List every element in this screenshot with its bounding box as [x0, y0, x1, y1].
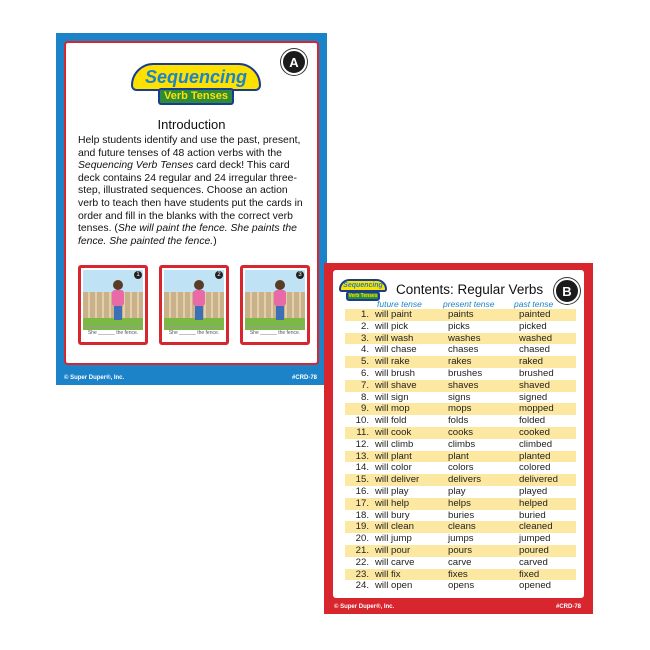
intro-text-run: Help students identify and use the past, present, and future tenses of 48 action verbs with the [78, 135, 301, 159]
present-tense: carve [448, 556, 472, 568]
copyright-text: © Super Duper®, Inc. [64, 375, 125, 381]
row-number: 22. [355, 556, 369, 568]
past-tense: painted [519, 309, 551, 320]
illustration-number: 1 [134, 271, 142, 279]
verb-row [345, 439, 576, 451]
future-tense: will shave [375, 379, 417, 391]
past-tense: helped [519, 497, 548, 509]
row-number: 20. [355, 533, 369, 545]
present-tense: opens [448, 580, 475, 592]
verb-row [345, 498, 576, 510]
past-tense: planted [519, 450, 551, 462]
logo-title: Sequencing [131, 63, 261, 91]
present-tense: pours [448, 544, 472, 556]
column-header-past: past tense [514, 299, 554, 309]
future-tense: will play [375, 485, 409, 497]
product-code: #CRD-78 [555, 604, 581, 610]
future-tense: will plant [375, 450, 412, 462]
verb-table [345, 309, 576, 592]
card-letter-badge: B [554, 278, 580, 304]
present-tense: plant [448, 450, 469, 462]
illustration-card [78, 265, 148, 345]
present-tense: cleans [448, 521, 476, 533]
illustration-caption: She ______ the fence. [247, 327, 303, 338]
verb-row [345, 333, 576, 345]
verb-row [345, 451, 576, 463]
illustration-sequence [78, 265, 310, 345]
verb-row [345, 557, 576, 569]
present-tense: chases [448, 344, 479, 356]
row-number: 16. [355, 485, 369, 497]
sequencing-logo [340, 279, 386, 301]
past-tense: played [519, 485, 548, 497]
future-tense: will sign [375, 391, 409, 403]
row-number: 5. [360, 356, 369, 368]
past-tense: chased [519, 344, 550, 356]
illustration-card [159, 265, 229, 345]
past-tense: cleaned [519, 521, 553, 533]
past-tense: folded [519, 415, 546, 427]
row-number: 19. [355, 521, 369, 533]
illustration-number: 3 [296, 271, 304, 279]
present-tense: fixes [448, 568, 468, 580]
row-number: 12. [355, 438, 369, 450]
future-tense: will cook [375, 426, 412, 438]
row-number: 24. [355, 580, 369, 592]
row-number: 14. [355, 462, 369, 474]
introduction-title: Introduction [157, 117, 226, 132]
future-tense: will open [375, 580, 413, 592]
verb-row [345, 427, 576, 439]
row-number: 2. [360, 320, 369, 332]
verb-row [345, 521, 576, 533]
logo-title: Sequencing [339, 279, 387, 292]
past-tense: brushed [519, 367, 554, 379]
past-tense: raked [519, 356, 543, 368]
product-code: #CRD-78 [291, 375, 317, 381]
present-tense: helps [448, 497, 471, 509]
present-tense: play [448, 485, 466, 497]
sequencing-logo [131, 63, 261, 105]
past-tense: colored [519, 462, 551, 474]
verb-row [345, 486, 576, 498]
present-tense: jumps [448, 533, 474, 545]
future-tense: will pour [375, 544, 411, 556]
introduction-text [78, 135, 308, 248]
row-number: 21. [355, 544, 369, 556]
card-letter-badge: A [281, 49, 307, 75]
verb-row [345, 380, 576, 392]
introduction-card [56, 33, 327, 385]
intro-text-italic: She will paint the fence. She paints the fence. She painted the fence. [78, 223, 297, 247]
verb-row [345, 533, 576, 545]
future-tense: will carve [375, 556, 415, 568]
verb-row [345, 309, 576, 321]
row-number: 1. [360, 309, 369, 320]
verb-row [345, 474, 576, 486]
past-tense: delivered [519, 474, 558, 486]
contents-title: Contents: Regular Verbs [396, 282, 544, 297]
future-tense: will brush [375, 367, 415, 379]
row-number: 18. [355, 509, 369, 521]
past-tense: opened [519, 580, 552, 592]
verb-row [345, 356, 576, 368]
row-number: 3. [360, 332, 369, 344]
verb-row [345, 392, 576, 404]
present-tense: delivers [448, 474, 482, 486]
verb-row [345, 545, 576, 557]
row-number: 23. [355, 568, 369, 580]
intro-text-italic: Sequencing Verb Tenses [78, 160, 194, 172]
past-tense: poured [519, 544, 549, 556]
intro-text-run: card deck! This card deck contains 24 regular and 24 irregular three-step, illustrated sequences. Choose an action verb to teach then have students put the cards in order and fill in the blanks with the correct verb tenses. ( [78, 160, 303, 235]
present-tense: washes [448, 332, 481, 344]
future-tense: will rake [375, 356, 410, 368]
future-tense: will fix [375, 568, 401, 580]
verb-row [345, 368, 576, 380]
row-number: 13. [355, 450, 369, 462]
present-tense: paints [448, 309, 474, 320]
logo-subtitle: Verb Tenses [158, 88, 234, 105]
future-tense: will pick [375, 320, 409, 332]
illustration-number: 2 [215, 271, 223, 279]
past-tense: fixed [519, 568, 540, 580]
future-tense: will fold [375, 415, 407, 427]
illustration-caption: She ______ the fence. [85, 327, 141, 338]
future-tense: will climb [375, 438, 414, 450]
past-tense: mopped [519, 403, 554, 415]
present-tense: folds [448, 415, 469, 427]
future-tense: will bury [375, 509, 410, 521]
present-tense: climbs [448, 438, 476, 450]
illustration-caption: She ______ the fence. [166, 327, 222, 338]
verb-row [345, 344, 576, 356]
contents-card-body [333, 270, 584, 598]
row-number: 4. [360, 344, 369, 356]
present-tense: cooks [448, 426, 474, 438]
past-tense: climbed [519, 438, 553, 450]
verb-row [345, 510, 576, 522]
future-tense: will deliver [375, 474, 420, 486]
row-number: 17. [355, 497, 369, 509]
logo-subtitle: Verb Tenses [346, 291, 380, 301]
contents-card [324, 263, 593, 614]
row-number: 7. [360, 379, 369, 391]
row-number: 15. [355, 474, 369, 486]
intro-text-run: ) [213, 235, 217, 247]
present-tense: signs [448, 391, 471, 403]
row-number: 6. [360, 367, 369, 379]
row-number: 10. [355, 415, 369, 427]
verb-row [345, 415, 576, 427]
past-tense: signed [519, 391, 548, 403]
future-tense: will help [375, 497, 410, 509]
past-tense: shaved [519, 379, 550, 391]
illustration-card [240, 265, 310, 345]
present-tense: mops [448, 403, 472, 415]
past-tense: cooked [519, 426, 550, 438]
future-tense: will mop [375, 403, 410, 415]
present-tense: picks [448, 320, 470, 332]
row-number: 8. [360, 391, 369, 403]
future-tense: will jump [375, 533, 412, 545]
past-tense: buried [519, 509, 546, 521]
future-tense: will clean [375, 521, 414, 533]
past-tense: washed [519, 332, 553, 344]
past-tense: jumped [519, 533, 551, 545]
present-tense: buries [448, 509, 475, 521]
present-tense: colors [448, 462, 474, 474]
present-tense: brushes [448, 367, 483, 379]
column-header-future: future tense [377, 299, 422, 309]
row-number: 11. [356, 426, 369, 438]
present-tense: rakes [448, 356, 472, 368]
verb-row [345, 321, 576, 333]
future-tense: will color [375, 462, 412, 474]
future-tense: will wash [375, 332, 414, 344]
past-tense: picked [519, 320, 547, 332]
past-tense: carved [519, 556, 548, 568]
row-number: 9. [360, 403, 369, 415]
column-header-present: present tense [443, 299, 495, 309]
present-tense: shaves [448, 379, 479, 391]
future-tense: will paint [375, 309, 412, 320]
verb-row [345, 569, 576, 581]
verb-row [345, 462, 576, 474]
future-tense: will chase [375, 344, 417, 356]
copyright-text: © Super Duper®, Inc. [334, 604, 395, 610]
verb-row [345, 580, 576, 592]
verb-row [345, 403, 576, 415]
introduction-card-body [64, 41, 319, 365]
